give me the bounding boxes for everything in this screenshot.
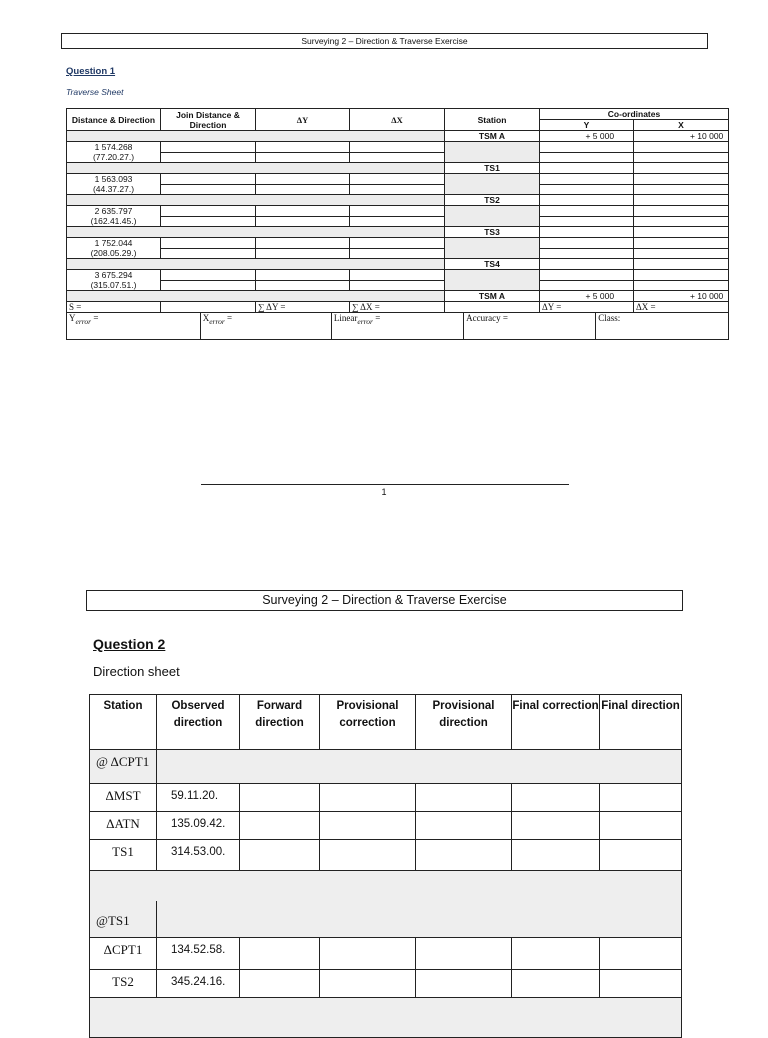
- station-label: TSM A: [445, 291, 540, 302]
- delta-y: ΔY =: [540, 302, 634, 313]
- observed-direction: 345.24.16.: [157, 970, 240, 998]
- target-station: TS1: [90, 840, 157, 871]
- table-row: [90, 970, 682, 998]
- sum-s: S =: [67, 302, 161, 313]
- station-label: TSM A: [445, 131, 540, 142]
- station-label: TS3: [445, 227, 540, 238]
- col-forward-direction: Forward direction: [240, 695, 320, 750]
- station-label: TS1: [445, 163, 540, 174]
- station-row: [67, 259, 729, 270]
- col-final-direction: Final direction: [600, 695, 682, 750]
- target-station: TS2: [90, 970, 157, 998]
- sums-row: [67, 302, 729, 313]
- setup-row: [90, 901, 682, 938]
- question1-title: Question 1: [66, 66, 116, 77]
- col-distance-direction: Distance & Direction: [67, 109, 161, 131]
- target-station: ΔCPT1: [90, 938, 157, 970]
- leg-row: [67, 174, 729, 185]
- errors-row: [67, 313, 729, 340]
- leg-distance-direction: 1 752.044 (208.05.29.): [67, 238, 161, 259]
- observed-direction: 59.11.20.: [157, 784, 240, 812]
- footer-rule: [201, 484, 569, 485]
- sum-delta-x: ∑ ΔX =: [350, 302, 445, 313]
- station-row: [67, 195, 729, 206]
- leg-distance-direction: 2 635.797 (162.41.45.): [67, 206, 161, 227]
- traverse-sheet-title: Traverse Sheet: [66, 87, 124, 97]
- traverse-table: [66, 108, 729, 340]
- x-error: $X_{error}$ =: [200, 313, 331, 339]
- coord-x: + 10 000: [634, 291, 729, 302]
- col-observed-direction: Observed direction: [157, 695, 240, 750]
- col-provisional-correction: Provisional correction: [320, 695, 416, 750]
- col-final-correction: Final correction: [512, 695, 600, 750]
- observed-direction: 135.09.42.: [157, 812, 240, 840]
- y-error: $Y_{error}$ =: [67, 313, 200, 339]
- accuracy: Accuracy =: [464, 313, 596, 339]
- col-x: X: [634, 120, 729, 131]
- leg-distance-direction: 1 574.268 (77.20.27.): [67, 142, 161, 163]
- leg-row: [67, 206, 729, 217]
- station-row: [67, 131, 729, 142]
- station-row: [67, 163, 729, 174]
- leg-distance-direction: 3 675.294 (315.07.51.): [67, 270, 161, 291]
- coord-y: + 5 000: [540, 131, 634, 142]
- col-join-distance: Join Distance & Direction: [161, 109, 256, 131]
- setup-row: [90, 750, 682, 784]
- page1-header-text: Surveying 2 – Direction & Traverse Exercise: [301, 36, 468, 46]
- class: Class:: [598, 313, 621, 323]
- direction-table: [89, 694, 682, 1038]
- station-row: [67, 291, 729, 302]
- coord-x: + 10 000: [634, 131, 729, 142]
- col-provisional-direction: Provisional direction: [416, 695, 512, 750]
- station-label: TS2: [445, 195, 540, 206]
- question2-title: Question 2: [93, 636, 166, 652]
- table-row: [90, 938, 682, 970]
- target-station: ΔATN: [90, 812, 157, 840]
- coord-y: + 5 000: [540, 291, 634, 302]
- leg-row: [67, 142, 729, 153]
- table-row: [90, 812, 682, 840]
- page-number: 1: [381, 487, 387, 497]
- col-y: Y: [540, 120, 634, 131]
- leg-row: [67, 270, 729, 281]
- col-station: Station: [445, 109, 540, 131]
- target-station: ΔMST: [90, 784, 157, 812]
- col-delta-y: ΔY: [256, 109, 350, 131]
- page2-header: [86, 590, 683, 611]
- page2-header-text: Surveying 2 – Direction & Traverse Exercise: [262, 593, 507, 607]
- setup-station: @TS1: [90, 901, 157, 938]
- leg-row: [67, 238, 729, 249]
- observed-direction: 314.53.00.: [157, 840, 240, 871]
- direction-sheet-title: Direction sheet: [93, 664, 180, 679]
- sum-delta-y: ∑ ΔY =: [256, 302, 350, 313]
- page1-header: [61, 33, 708, 49]
- table-row: [90, 784, 682, 812]
- delta-x: ΔX =: [634, 302, 729, 313]
- setup-station: @ ΔCPT1: [90, 750, 157, 784]
- linear-error: Linear$_{error}$ =: [331, 313, 463, 339]
- col-coordinates: Co-ordinates: [540, 109, 729, 120]
- col-delta-x: ΔX: [350, 109, 445, 131]
- station-row: [67, 227, 729, 238]
- leg-distance-direction: 1 563.093 (44.37.27.): [67, 174, 161, 195]
- table-row: [90, 840, 682, 871]
- col-station: Station: [90, 695, 157, 750]
- observed-direction: 134.52.58.: [157, 938, 240, 970]
- station-label: TS4: [445, 259, 540, 270]
